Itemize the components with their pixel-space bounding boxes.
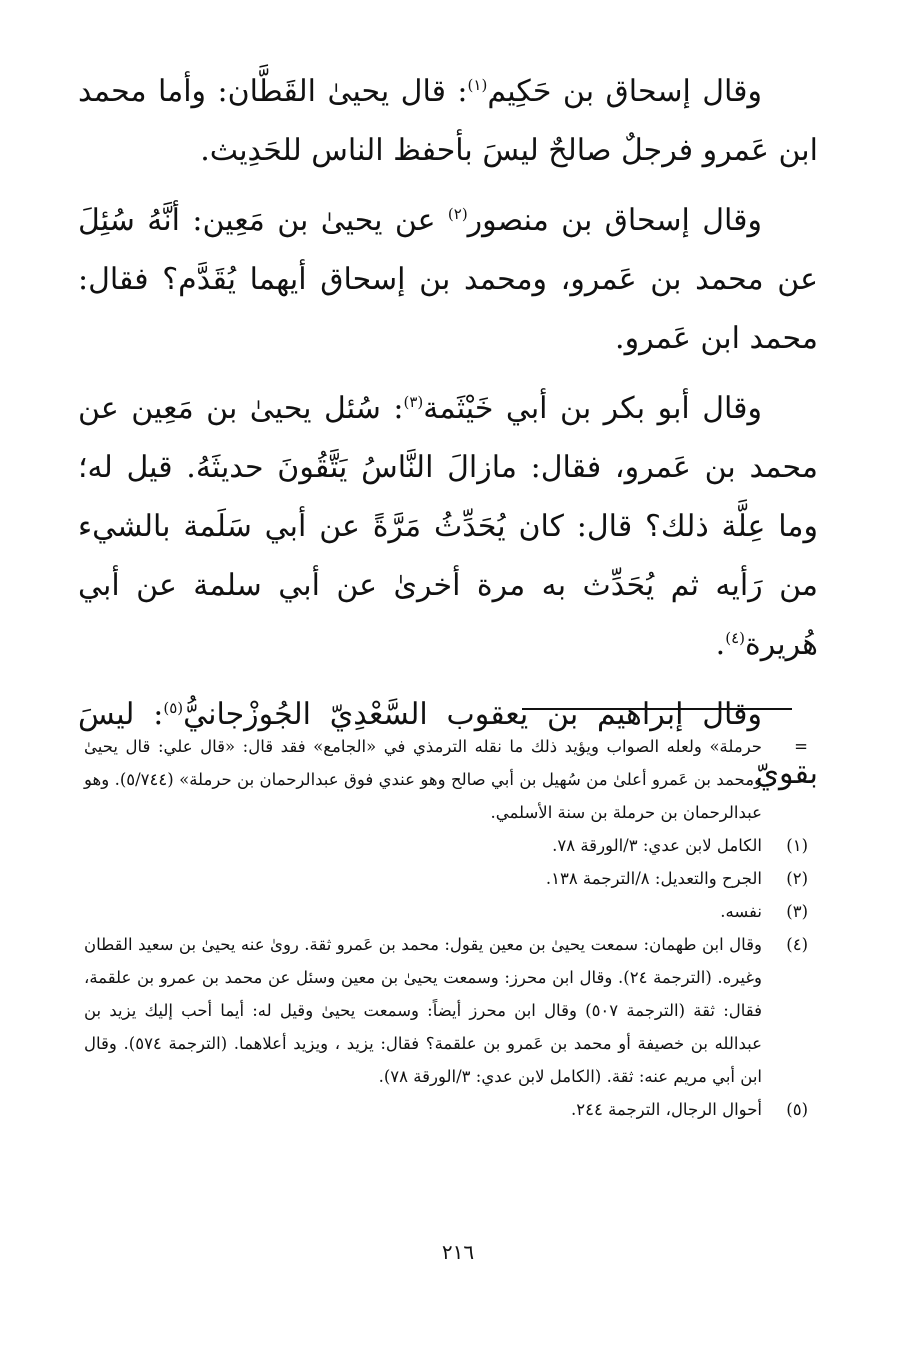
footnote-2 (84, 862, 808, 895)
paragraph-3-text-c: . (715, 627, 726, 662)
footnote-number: = (794, 737, 808, 756)
footnote-ref-2: (٢) (447, 205, 468, 223)
footnote-number: (٢) (786, 869, 808, 888)
footnote-5 (84, 1093, 808, 1126)
footnote-ref-5: (٥) (163, 699, 184, 717)
footnote-3 (84, 895, 808, 928)
footnote-ref-3: (٣) (403, 393, 424, 411)
footnote-text: الجرح والتعديل: ٨/الترجمة ١٣٨. (545, 869, 762, 888)
footnote-number: (٥) (786, 1100, 808, 1119)
footnote-number: (١) (786, 836, 808, 855)
footnotes (84, 730, 808, 1126)
footnote-ref-1: (١) (467, 76, 488, 94)
footnote-ref-4: (٤) (725, 629, 745, 647)
paragraph-3 (78, 379, 818, 674)
footnote-4 (84, 928, 808, 1093)
paragraph-1 (78, 62, 818, 180)
footnote-1 (84, 829, 808, 862)
paragraph-3-text-b: : سُئل يحيىٰ بن مَعِين عن محمد بن عَمرو، فقال: مازالَ النَّاسُ يَتَّقُونَ حديثَهُ. قيل له؛ وما عِلَّة ذلك؟ قال: كان يُحَدِّثُ مَرَّةً عن أبي سَلَمة بالشيء من رَأيه ثم يُحَدِّث به مرة أخرىٰ عن أبي سلمة عن أبي هُريرة (78, 391, 818, 662)
paragraph-4-text-a: وقال إبراهيم بن يعقوب السَّعْدِيّ الجُوزْجانيُّ (183, 697, 762, 732)
footnote-continuation (84, 730, 808, 829)
paragraph-2-text-a: وقال إسحاق بن منصور (467, 203, 762, 238)
main-text (78, 62, 818, 814)
footnote-text: وقال ابن طهمان: سمعت يحيىٰ بن معين يقول: محمد بن عَمرو ثقة. روىٰ عنه يحيىٰ بن سعيد القطان وغيره. (الترجمة ٢٤). وقال ابن محرز: وسمعت يحيىٰ بن معين وسئل عن محمد بن عمرو بن علقمة، فقال: ثقة (الترجمة ٥٠٧) وقال ابن محرز أيضاً: وسمعت يحيىٰ وقيل له: أيما أحب إليك يزيد بن عبدالله بن خصيفة أو محمد بن عَمرو بن علقمة؟ فقال: يزيد ، ويزيد أعلاهما. (الترجمة ٥٧٤). وقال ابن أبي مريم عنه: ثقة. (الكامل لابن عدي: ٣/الورقة ٧٨). (84, 935, 763, 1086)
paragraph-2 (78, 191, 818, 368)
footnote-text: الكامل لابن عدي: ٣/الورقة ٧٨. (552, 836, 762, 855)
paragraph-4-text-b: : ليسَ بقويّ (78, 697, 818, 791)
paragraph-2-text-b: عن يحيىٰ بن مَعِين: أنَّهُ سُئِلَ عن محمد بن عَمرو، ومحمد بن إسحاق أيهما يُقَدَّم؟ فقال: محمد ابن عَمرو. (78, 203, 818, 356)
paragraph-3-text-a: وقال أبو بكر بن أبي خَيْثَمة (423, 391, 762, 426)
footnote-number: (٣) (786, 902, 808, 921)
footnote-number: (٤) (786, 935, 808, 954)
paragraph-1-text-a: وقال إسحاق بن حَكِيم (487, 74, 763, 109)
footnote-text: نفسه. (720, 902, 762, 921)
footnote-text: أحوال الرجال، الترجمة ٢٤٤. (571, 1100, 762, 1119)
footnote-divider (522, 708, 792, 710)
footnote-text: حرملة» ولعله الصواب ويؤيد ذلك ما نقله الترمذي في «الجامع» فقد قال: «قال علي: قال يحيىٰ ومحمد بن عَمرو أعلىٰ من سُهيل بن أبي صالح وهو عندي فوق عبدالرحمان بن حرملة» (٥/٧٤٤). وهو عبدالرحمان بن حرملة بن سنة الأسلمي. (84, 737, 762, 822)
page-number: ٢١٦ (441, 1240, 475, 1264)
paragraph-1-text-b: : قال يحيىٰ القَطَّان: وأما محمد ابن عَمرو فرجلٌ صالحٌ ليسَ بأحفظ الناس للحَدِيث. (78, 74, 818, 168)
